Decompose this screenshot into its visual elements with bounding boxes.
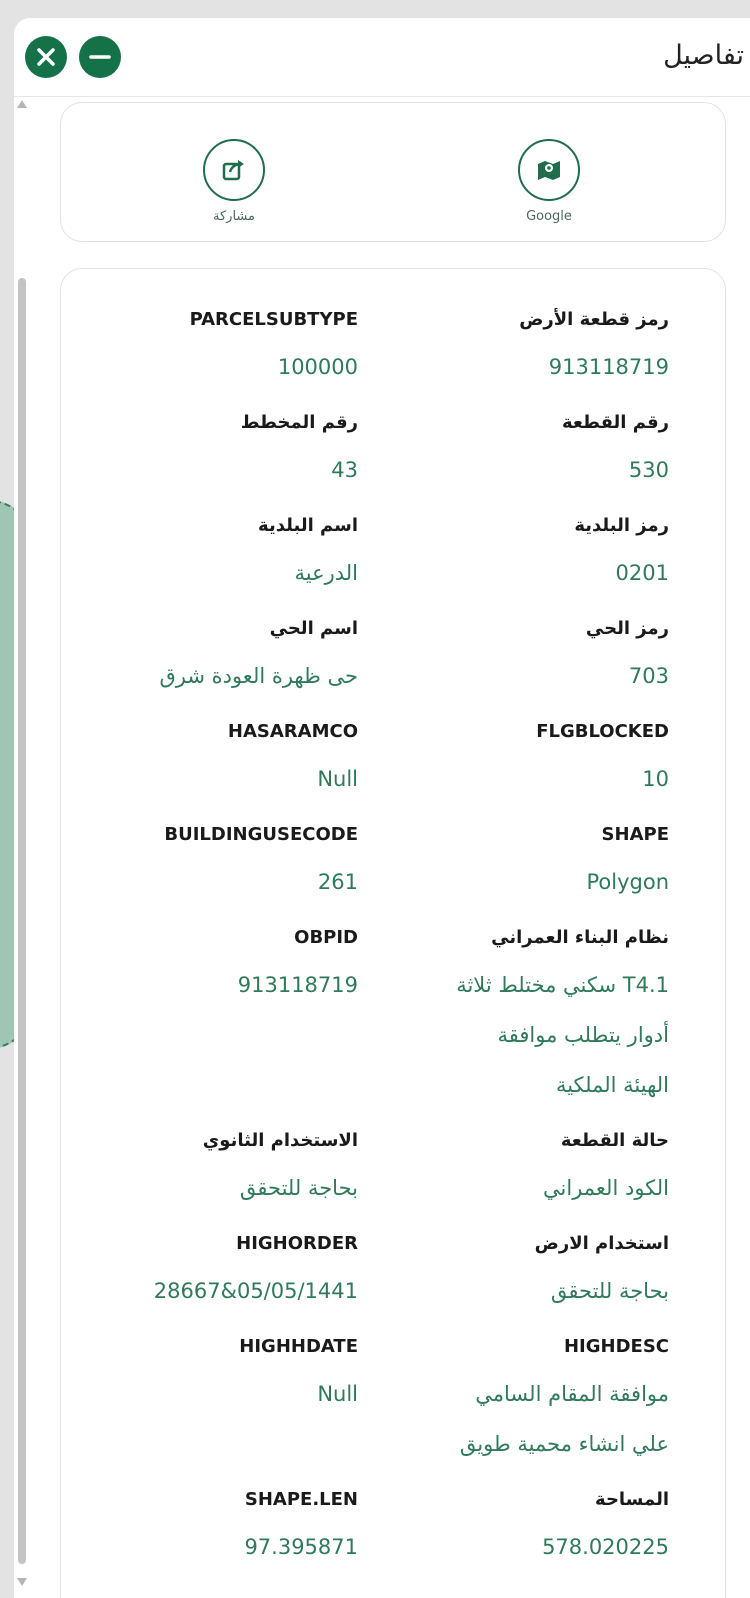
field-label-building-system: نظام البناء العمراني	[491, 927, 669, 948]
field-value-parcel-status: الكود العمراني	[543, 1176, 669, 1200]
field-label-parcel-number: رقم القطعة	[561, 412, 669, 433]
field-value-area: 578.020225	[542, 1535, 669, 1559]
field-value-highdesc-line-1: موافقة المقام السامي	[475, 1382, 669, 1406]
map-icon	[535, 156, 563, 184]
field-label-shape-len: SHAPE.LEN	[244, 1489, 358, 1510]
scroll-up-arrow-icon[interactable]	[17, 100, 27, 108]
google-maps-button[interactable]	[484, 139, 614, 224]
field-label-hasaramco: HASARAMCO	[227, 721, 358, 742]
field-value-building-system-line-3: الهيئة الملكية	[555, 1073, 669, 1097]
field-value-obpid: 913118719	[237, 973, 358, 997]
field-value-building-system-line-2: أدوار يتطلب موافقة	[497, 1023, 669, 1047]
field-value-highhdate: Null	[317, 1382, 358, 1406]
google-label: Google	[526, 209, 572, 224]
field-value-parcelsubtype: 100000	[277, 355, 358, 379]
share-button-circle	[203, 139, 265, 201]
scrollbar-thumb[interactable]	[18, 278, 26, 1564]
field-value-highdesc-line-2: علي انشاء محمية طويق	[459, 1432, 669, 1456]
field-value-buildingusecode: 261	[317, 870, 358, 894]
field-label-obpid: OBPID	[294, 927, 358, 948]
details-panel	[14, 18, 750, 1598]
scroll-down-arrow-icon[interactable]	[17, 1578, 27, 1586]
field-label-parcelsubtype: PARCELSUBTYPE	[189, 309, 358, 330]
actions-card	[60, 102, 726, 242]
panel-header	[14, 18, 750, 97]
close-icon	[25, 36, 67, 78]
field-value-municipality-name: الدرعية	[294, 561, 358, 585]
field-label-secondary-use: الاستخدام الثانوي	[202, 1130, 358, 1151]
field-label-district-name: اسم الحي	[269, 618, 358, 639]
field-value-land-use: بحاجة للتحقق	[550, 1279, 669, 1303]
field-label-municipality-code: رمز البلدية	[574, 515, 669, 536]
field-value-building-system-line-1: T4.1 سكني مختلط ثلاثة	[456, 973, 669, 997]
field-label-district-code: رمز الحي	[585, 618, 669, 639]
field-value-shape: Polygon	[586, 870, 669, 894]
field-label-land-use: استخدام الارض	[534, 1233, 669, 1254]
minus-icon	[79, 36, 121, 78]
field-value-plan-number: 43	[331, 458, 358, 482]
field-value-shape-len: 97.395871	[244, 1535, 358, 1559]
field-value-hasaramco: Null	[317, 767, 358, 791]
field-label-highhdate: HIGHHDATE	[239, 1336, 358, 1357]
field-label-area: المساحة	[595, 1489, 669, 1510]
scrollbar[interactable]	[14, 98, 36, 1598]
close-button[interactable]	[25, 36, 67, 78]
panel-title: تفاصيل	[663, 40, 744, 71]
field-label-buildingusecode: BUILDINGUSECODE	[164, 824, 358, 845]
field-label-parcel-code: رمز قطعة الأرض	[519, 309, 669, 330]
field-value-highorder: 05/05/1441&28667	[153, 1279, 358, 1303]
field-value-district-code: 703	[628, 664, 669, 688]
field-label-highdesc: HIGHDESC	[563, 1336, 669, 1357]
field-label-plan-number: رقم المخطط	[240, 412, 358, 433]
field-label-municipality-name: اسم البلدية	[258, 515, 358, 536]
details-card	[60, 268, 726, 1598]
field-value-parcel-code: 913118719	[548, 355, 669, 379]
minimize-button[interactable]	[79, 36, 121, 78]
share-label: مشاركة	[213, 209, 255, 224]
field-label-highorder: HIGHORDER	[236, 1233, 358, 1254]
field-value-secondary-use: بحاجة للتحقق	[239, 1176, 358, 1200]
google-button-circle	[518, 139, 580, 201]
field-label-parcel-status: حالة القطعة	[560, 1130, 669, 1151]
field-value-parcel-number: 530	[628, 458, 669, 482]
field-value-municipality-code: 0201	[615, 561, 669, 585]
field-label-shape: SHAPE	[601, 824, 669, 845]
field-value-district-name: حى ظهرة العودة شرق	[159, 664, 358, 688]
field-label-flgblocked: FLGBLOCKED	[536, 721, 669, 742]
field-value-flgblocked: 10	[642, 767, 669, 791]
share-button[interactable]	[169, 139, 299, 224]
share-icon	[220, 156, 248, 184]
